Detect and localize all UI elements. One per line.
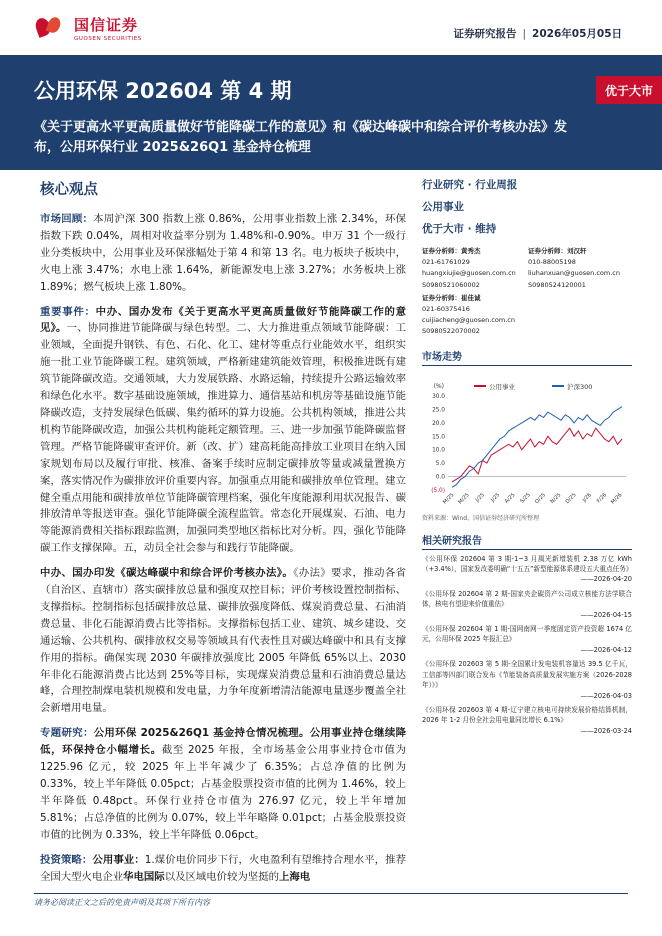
section-title: 核心观点 [40, 182, 98, 198]
analyst-card [422, 246, 526, 291]
special-research-paragraph [40, 725, 406, 843]
paragraph-text: 以及区域电价较为坚挺的 [164, 870, 279, 883]
related-report[interactable] [422, 705, 632, 736]
analyst-name: 黄秀杰 [461, 247, 481, 255]
related-report-date: ——2026-04-20 [580, 575, 632, 584]
related-report-title: 《公用环保 202603 第 4 期-辽宁建立核电可持续发展价格结算机制，2026 年 1-2 月份全社会用电量同比增长 6.1%》 [422, 705, 632, 725]
series-line [452, 406, 622, 487]
analyst-email: liuhanxuan@guosen.com.cn [528, 269, 620, 278]
x-tick-label: F/26 [595, 491, 609, 505]
title-banner [0, 55, 662, 170]
report-type-label: 证券研究报告 [453, 28, 517, 40]
paragraph-bold: 公用环保 2025&26Q1 基金持仓情况梳理。公用事业持仓继续降低，环保持仓小幅增长。 [40, 727, 406, 757]
analyst-label: 证券分析师： [422, 247, 461, 255]
logo-mark-icon [34, 15, 68, 41]
investment-rating: 优于大市 · 维持 [422, 223, 497, 235]
y-tick-label: 30.0 [432, 393, 445, 400]
legend-label: 公用事业 [489, 382, 515, 391]
analyst-email: cuijiacheng@guosen.com.cn [422, 316, 515, 325]
investment-strategy-paragraph [40, 852, 406, 886]
paragraph-text: 1.煤价电价同步下行，火电盈利有望维持合理水平，推荐全国大型火电企业 [40, 853, 407, 883]
paragraph-tag: 重要事件： [40, 305, 96, 318]
analyst-cert: S0980521060002 [422, 280, 480, 289]
paragraph-tag: 投资策略： [40, 853, 93, 866]
series-line [452, 428, 622, 482]
related-report-date: ——2026-04-12 [580, 645, 632, 654]
key-events-paragraph [40, 304, 406, 558]
y-tick-label: 0.0 [435, 474, 445, 481]
paragraph-tag: 市场回顾： [40, 213, 94, 225]
related-report[interactable] [422, 589, 632, 620]
report-date: 2026年05月05日 [532, 28, 622, 40]
x-tick-label: J/25 [474, 491, 486, 504]
related-report-date: ——2026-04-03 [580, 691, 632, 700]
paragraph-bold: 中办、国办印发《碳达峰碳中和综合评价考核办法》。 [40, 567, 294, 580]
analyst-name: 刘汉轩 [567, 247, 587, 255]
analyst-row [422, 246, 632, 291]
logo-cn: 国信证券 [74, 16, 139, 34]
x-tick-label: M/25 [442, 491, 456, 506]
report-category: 行业研究 · 行业周报 [422, 179, 518, 191]
analyst-email: huangxiujie@guosen.com.cn [422, 269, 516, 278]
paragraph-bold: 公用事业： [92, 853, 145, 866]
legend-item [474, 382, 515, 391]
legend-swatch [552, 385, 564, 387]
analyst-phone: 010-88005198 [528, 258, 576, 267]
analyst-label: 证券分析师： [528, 247, 567, 255]
y-tick-label: (5.0) [431, 487, 445, 494]
report-title: 公用环保 202604 第 4 期 [34, 79, 292, 103]
legend-label: 沪深300 [567, 382, 593, 391]
x-tick-label: J/25 [489, 491, 502, 504]
chart-heading: 市场走势 [422, 348, 632, 366]
analyst-card [422, 293, 526, 338]
x-tick-label: D/25 [564, 491, 578, 505]
sidebar-column [422, 178, 632, 740]
x-tick-label: A/25 [503, 491, 517, 505]
report-type: 证券研究报告 | 2026年05月05日 [453, 28, 622, 40]
paragraph-text: 截至 2025 年报，全市场基金公用事业持仓市值为 1225.96 亿元，较 2025 年上半年减少了 6.35%；占总净值的比例为 0.33%，较上半年降低 0.05pct；占基金股票投资市值的比例为 1.46%，较上半年降低 0.48pct。环保行业持仓市值为 276.97 亿元，较上半年增加 5.81%；占总净值的比例为 0.07%，较上半年略降 0.01pct；占基金股票投资市值的比例为 0.33%，较上半年降低 0.06pct。 [40, 744, 406, 841]
paragraph-text: 《办法》要求，推动各省（自治区、直辖市）落实碳排放总量和强度双控目标；评价考核设置控制指标、支撑指标。控制指标包括碳排放总量、碳排放强度降低、煤炭消费总量、石油消费总量、非化石能源消费占比等指标。支撑指标包括工业、建筑、城乡建设、交通运输、公共机构、碳排放权交易等领域具有代表性且对碳达峰碳中和具有支撑作用的指标。确保实现 2030 年碳排放强度比 2005 年降低 65%以上、2030 年非化石能源消费占比达到 25%等目标，实现煤炭消费总量和石油消费总量达峰，合理控制煤电装机规模和发电量，力争年度新增清洁能源电量逐步覆盖全社会新增用电量。 [40, 567, 406, 715]
logo-en: GUOSEN SECURITIES [74, 36, 142, 42]
report-subtitle: 《关于更高水平更高质量做好节能降碳工作的意见》和《碳达峰碳中和综合评价考核办法》发布，公用环保行业 2025&26Q1 基金持仓梳理 [34, 120, 568, 155]
analyst-cert: S0980524120001 [528, 280, 586, 289]
related-report-date: ——2026-03-24 [580, 726, 632, 735]
paragraph-text: 本周沪深 300 指数上涨 0.86%，公用事业指数上涨 2.34%，环保指数下跌 0.04%，周相对收益率分别为 1.48%和-0.90%。申万 31 个一级行业分类板块中，公用事业及环保涨幅处于第 4 和第 13 名。电力板块子板块中，火电上涨 3.47%；水电上涨 1.64%，新能源发电上涨 3.27%；水务板块上涨 1.89%；燃气板块上涨 1.80%。 [40, 213, 407, 293]
stock-name: 华电国际 [123, 870, 165, 883]
y-tick-label: 25.0 [432, 407, 445, 414]
legend-swatch [474, 385, 486, 387]
paragraph-tag: 专题研究： [40, 727, 94, 740]
legend-item [552, 382, 592, 391]
y-tick-label: 5.0 [435, 460, 445, 467]
x-tick-label: O/25 [534, 491, 548, 505]
related-report-title: 《公用环保 202604 第 3 期-1~3 月風光新增装机 2.38 万亿 kWh（+3.4%），国家发改委明确“十五五”新型能源体系建设五大重点任务》 [422, 554, 633, 574]
analyst-cert: S0980522070002 [422, 327, 480, 336]
x-tick-label: N/25 [549, 491, 563, 505]
related-report[interactable] [422, 554, 632, 585]
chart-source: 资料来源：Wind、国信证券经济研究所整理 [422, 514, 540, 522]
related-report-title: 《公用环保 202604 第 1 期-国网南网一季度固定资产投资超 1674 亿元，公用环保 2025 年报汇总》 [422, 625, 632, 644]
market-trend-chart [422, 372, 632, 512]
stock-name: 上海电 [278, 870, 311, 883]
analyst-phone: 021-61761029 [422, 258, 470, 267]
analyst-card [528, 246, 632, 291]
y-tick-label: 15.0 [432, 433, 445, 440]
related-report[interactable] [422, 624, 632, 655]
x-tick-label: M/25 [457, 491, 471, 506]
analyst-phone: 021-60375416 [422, 305, 470, 314]
analyst-label: 证券分析师： [422, 293, 461, 302]
carbon-assessment-paragraph [40, 565, 406, 717]
related-report-date: ——2026-04-15 [580, 610, 632, 619]
y-tick-label: 10.0 [432, 447, 445, 454]
disclaimer-footer: 请务必阅读正文之后的免责声明及其项下所有内容 [34, 893, 628, 908]
core-views-column [40, 178, 406, 893]
related-reports-list [422, 554, 632, 737]
rating-tag: 优于大市 [596, 76, 662, 104]
paragraph-text: 一、协同推进节能降碳与绿色转型。二、大力推进重点领域节能降碳：工业领域，全面提升钢铁、有色、石化、化工、建材等重点行业能效水平，组织实施一批工业节能降碳工程。建筑领域，严格新建建筑能效管理，积极推进既有建筑节能降碳改造。交通领域，大力发展铁路、水路运输，持续提升公路运输效率和绿色化水平。数字基础设施领域，推进算力、通信基站和机房等基础设施节能降碳改造，支持发展绿色低碳、集约循环的算力设施。公共机构领域，推进公共机构节能降碳改造，加强公共机构能耗定额管理。三、进一步加强节能降碳监督管理。严格节能降碳审查评价。新（改、扩）建高耗能高排放工业项目在纳入国家规划布局以及履行审批、核准、备案手续时应制定碳排放等量或减量置换方案，落实情况作为碳排放评价重要内容。加强重点用能和碳排放单位管理。建立健全重点用能和碳排放单位节能降碳管理档案，强化年度能源利用状况报告、碳排放清单等报送审查。强化节能降碳全流程监管。常态化开展煤炭、石油、电力等能源消费相关指标跟踪监测，加强同类型地区指标比对分析。四，强化节能降碳工作支撑保障。五，动员全社会参与和践行节能降碳。 [40, 322, 406, 555]
related-heading: 相关研究报告 [422, 532, 632, 550]
y-tick-label: 20.0 [432, 420, 445, 427]
related-report[interactable] [422, 659, 632, 701]
related-report-title: 《公用环保 202604 第 2 期-国家央企碳资产公司成立核能方法学联合体，核电有望迎来价值重估》 [422, 589, 632, 609]
related-report-title: 《公用环保 202603 第 5 期-全国累计发电装机容量达 39.5 亿千瓦，工信部等四部门联合发布《节能装备高质量发展实施方案（2026-2028 年）》》 [422, 660, 632, 690]
y-axis-unit: (%) [433, 382, 444, 390]
paragraph-bold: 中办、国办发布《关于更高水平更高质量做好节能降碳工作的意见》。 [40, 305, 407, 335]
x-tick-label: S/25 [519, 491, 532, 505]
x-tick-label: M/26 [610, 491, 624, 506]
industry-name: 公用事业 [422, 201, 464, 213]
market-trend-svg [422, 372, 632, 512]
analyst-name: 崔佳诚 [461, 293, 481, 302]
company-logo [34, 14, 142, 42]
market-review-paragraph [40, 211, 406, 296]
x-tick-label: J/26 [581, 491, 593, 504]
